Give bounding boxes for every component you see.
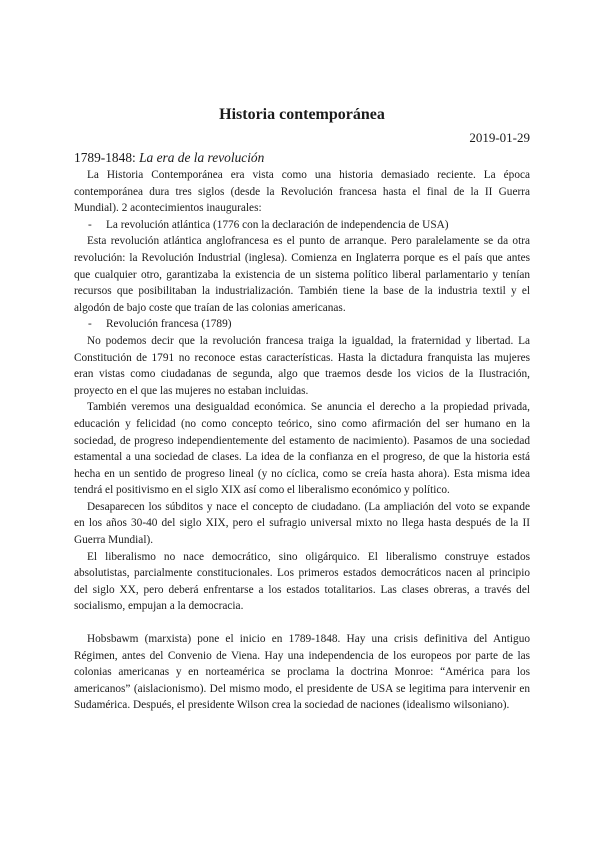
bullet-marker: - (88, 318, 92, 331)
paragraph-hobsbawm: Hobsbawm (marxista) pone el inicio en 1789-1848. Hay una crisis definitiva del Antiguo Régimen, antes del Convenio de Viena. Hay una independencia de los europeos por parte de las colonias americanas y en norteamérica se proclama la doctrina Monroe: “América para los americanos” (aislacionismo). Del mismo modo, el presidente de USA se legitima para intervenir en Sudamérica. Después, el presidente Wilson crea la sociedad de naciones (idealismo wilsoniano). (74, 633, 530, 712)
document-date: 2019-01-29 (469, 130, 530, 145)
document-page (74, 105, 530, 714)
list-item-text: Revolución francesa (1789) (106, 318, 232, 331)
bullet-marker: - (88, 218, 92, 231)
paragraph-atlantic: Esta revolución atlántica anglofrancesa es el punto de arranque. Pero paralelamente se da otra revolución: la Revolución Industrial (inglesa). Comienza en Inglaterra porque es el país que antes que cualquier otro, garantizaba la existencia de un sistema político liberal parlamentario y tenían recursos que posibilitaban la industrialización. También tiene la base de la industria textil y el algodón de bajo coste que traían de las colonias americanas. (74, 235, 530, 314)
section-subtitle: La era de la revolución (139, 150, 265, 165)
paragraph-liberalism: El liberalismo no nace democrático, sino oligárquico. El liberalismo construye estados absolutistas, parcialmente constitucionales. Los primeros estados democráticos nacen al principio del siglo XX, pero deberá enfrentarse a los estados totalitarios. Las clases obreras, a través del socialismo, empujan a la democracia. (74, 550, 530, 613)
paragraph-citizens: Desaparecen los súbditos y nace el concepto de ciudadano. (La ampliación del voto se expande en los años 30-40 del siglo XIX, pero el sufragio universal mixto no llega hasta después de la II Guerra Mundial). (74, 500, 530, 547)
section-heading (74, 149, 530, 166)
paragraph-intro: La Historia Contemporánea era vista como una historia demasiado reciente. La época contemporánea dura tres siglos (desde la Revolución francesa hasta el final de la II Guerra Mundial). 2 acontecimientos inaugurales: (74, 169, 530, 215)
paragraph-french-revolution: No podemos decir que la revolución francesa traiga la igualdad, la fraternidad y libertad. La Constitución de 1791 no reconoce estas características. Hasta la dictadura franquista las mujeres eran vistas como ciudadanas de segunda, algo que traemos desde los vicios de la Ilustración, proyecto en el que las mujeres no estaban incluidas. (74, 334, 530, 397)
list-item-text: La revolución atlántica (1776 con la declaración de independencia de USA) (106, 218, 449, 231)
paragraph-inequality: También veremos una desigualdad económica. Se anuncia el derecho a la propiedad privada, educación y felicidad (no como concepto teórico, sino como afirmación del ser humano en la sociedad, de progreso independientemente del estamento de nacimiento). Pasamos de una sociedad estamental a una sociedad de clases. La idea de la confianza en el progreso, de que la historia está hecha en un sentido de progreso lineal (y no cíclica, como se creía hasta ahora). Esta misma idea tendrá el positivismo en el siglo XIX así como el liberalismo económico y político. (74, 401, 530, 497)
list-item (74, 316, 530, 333)
section-years: 1789-1848: (74, 150, 136, 165)
paragraph-gap (74, 615, 530, 631)
list-item (74, 217, 530, 234)
page-title: Historia contemporánea (219, 106, 385, 123)
